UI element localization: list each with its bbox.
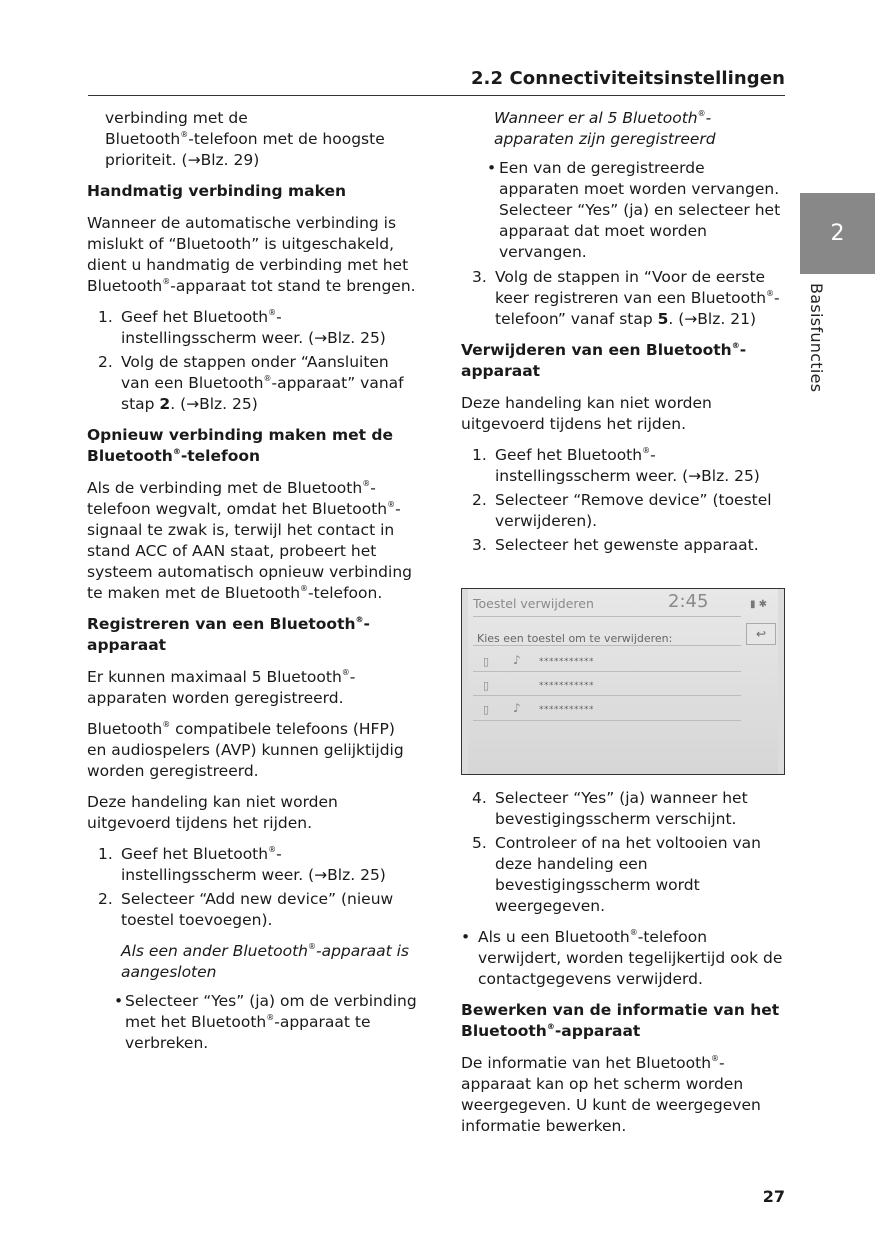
bullet-item: • Een van de geregistreerde apparaten moet worden vervangen. Selecteer “Yes” (ja) en selecteer het apparaat dat moet worden vervangen. (487, 159, 781, 261)
phone-icon: ▯ (483, 655, 490, 668)
divider (473, 720, 741, 721)
remove-steps (461, 445, 789, 556)
remove-text: Deze handeling kan niet worden uitgevoerd tijdens het rijden. (461, 394, 712, 433)
device-row[interactable] (473, 671, 741, 695)
heading-edit: Bewerken van de informatie van het Bluetooth®-apparaat (461, 1001, 780, 1040)
page-number: 27 (762, 1187, 785, 1206)
device-name: *********** (539, 657, 594, 667)
heading-remove: Verwijderen van een Bluetooth®-apparaat (461, 340, 747, 380)
register-text-2: Bluetooth® compatibele telefoons (HFP) en audiospelers (AVP) kunnen gelijktijdig worden geregistreerd. (87, 719, 404, 780)
phone-icon: ▯ (483, 703, 490, 716)
condition-note: Als een ander Bluetooth®-apparaat is aangesloten (121, 941, 410, 981)
register-steps (87, 844, 417, 931)
screen-display (468, 589, 778, 774)
intro-text: verbinding met de Bluetooth®-telefoon met de hoogste prioriteit. (→Blz. 29) (105, 109, 385, 169)
chapter-number: 2 (830, 221, 845, 246)
register-text-3: Deze handeling kan niet worden uitgevoerd tijdens het rijden. (87, 793, 338, 832)
back-button[interactable]: ↩ (746, 623, 776, 645)
register-text-1: Er kunnen maximaal 5 Bluetooth®-apparaten worden geregistreerd. (87, 667, 356, 707)
divider (473, 645, 741, 646)
register-steps-cont (461, 267, 789, 330)
chapter-label: Basisfuncties (807, 283, 826, 393)
heading-manual: Handmatig verbinding maken (87, 182, 347, 200)
header-rule (88, 95, 785, 96)
edit-text: De informatie van het Bluetooth®-apparaat kan op het scherm worden weergegeven. U kunt de weergegeven informatie bewerken. (461, 1053, 761, 1135)
device-name: *********** (539, 681, 594, 691)
list-item: 1. Geef het Bluetooth®-instellingsscherm weer. (→Blz. 25) (98, 844, 386, 884)
heading-reconnect: Opnieuw verbinding maken met de Bluetooth®-telefoon (87, 426, 394, 465)
section-title: 2.2 Connectiviteitsinstellingen (470, 68, 785, 89)
list-item: 1. Geef het Bluetooth®-instellingsscherm weer. (→Blz. 25) (98, 307, 386, 347)
phone-icon: ▯ (483, 679, 490, 692)
manual-steps (87, 307, 417, 415)
left-column (87, 108, 417, 1064)
list-item: 2. Selecteer “Add new device” (nieuw toestel toevoegen). (98, 890, 394, 929)
list-item: 2. Volg de stappen onder “Aansluiten van een Bluetooth®-apparaat” vanaf stap 2. (→Blz. 25) (98, 353, 404, 413)
right-column-lower (461, 788, 789, 1147)
remove-steps-cont (461, 788, 789, 917)
chapter-tab (800, 193, 875, 274)
list-item: 3. Selecteer het gewenste apparaat. (472, 536, 759, 554)
heading-register: Registreren van een Bluetooth®-apparaat (87, 614, 370, 654)
list-item: 3. Volg de stappen in “Voor de eerste keer registreren van een Bluetooth®-telefoon” vanaf stap 5. (→Blz. 21) (472, 268, 780, 328)
screen-prompt: Kies een toestel om te verwijderen: (477, 632, 673, 645)
device-row[interactable] (473, 695, 741, 719)
condition-note: Wanneer er al 5 Bluetooth®-apparaten zijn geregistreerd (494, 108, 716, 148)
right-column (461, 108, 789, 566)
status-icons: ▮ ✱ (750, 599, 768, 610)
bullet-item: • Selecteer “Yes” (ja) om de verbinding met het Bluetooth®-apparaat te verbreken. (114, 992, 417, 1052)
music-icon: ♪ (513, 653, 521, 667)
list-item: 4. Selecteer “Yes” (ja) wanneer het bevestigingsscherm verschijnt. (472, 789, 748, 828)
bullet-item: • Als u een Bluetooth®-telefoon verwijdert, worden tegelijkertijd ook de contactgegevens verwijderd. (461, 927, 783, 988)
manual-text: Wanneer de automatische verbinding is mislukt of “Bluetooth” is uitgeschakeld, dient u handmatig de verbinding met het Bluetooth®-apparaat tot stand te brengen. (87, 214, 416, 295)
screen-clock: 2:45 (668, 591, 709, 612)
list-item: 1. Geef het Bluetooth®-instellingsscherm weer. (→Blz. 25) (472, 445, 760, 485)
device-name: *********** (539, 705, 594, 715)
device-row[interactable] (473, 647, 741, 671)
reconnect-text: Als de verbinding met de Bluetooth®-telefoon wegvalt, omdat het Bluetooth®-signaal te zwak is, terwijl het contact in stand ACC of AAN staat, probeert het systeem automatisch opnieuw verbinding te maken met de Bluetooth®-telefoon. (87, 478, 412, 602)
divider (473, 616, 741, 617)
music-icon: ♪ (513, 701, 521, 715)
list-item: 5. Controleer of na het voltooien van deze handeling een bevestigingsscherm wordt weergegeven. (472, 834, 761, 915)
list-item: 2. Selecteer “Remove device” (toestel verwijderen). (472, 491, 772, 530)
screen-title: Toestel verwijderen (473, 596, 594, 611)
screenshot-illustration (461, 588, 785, 775)
